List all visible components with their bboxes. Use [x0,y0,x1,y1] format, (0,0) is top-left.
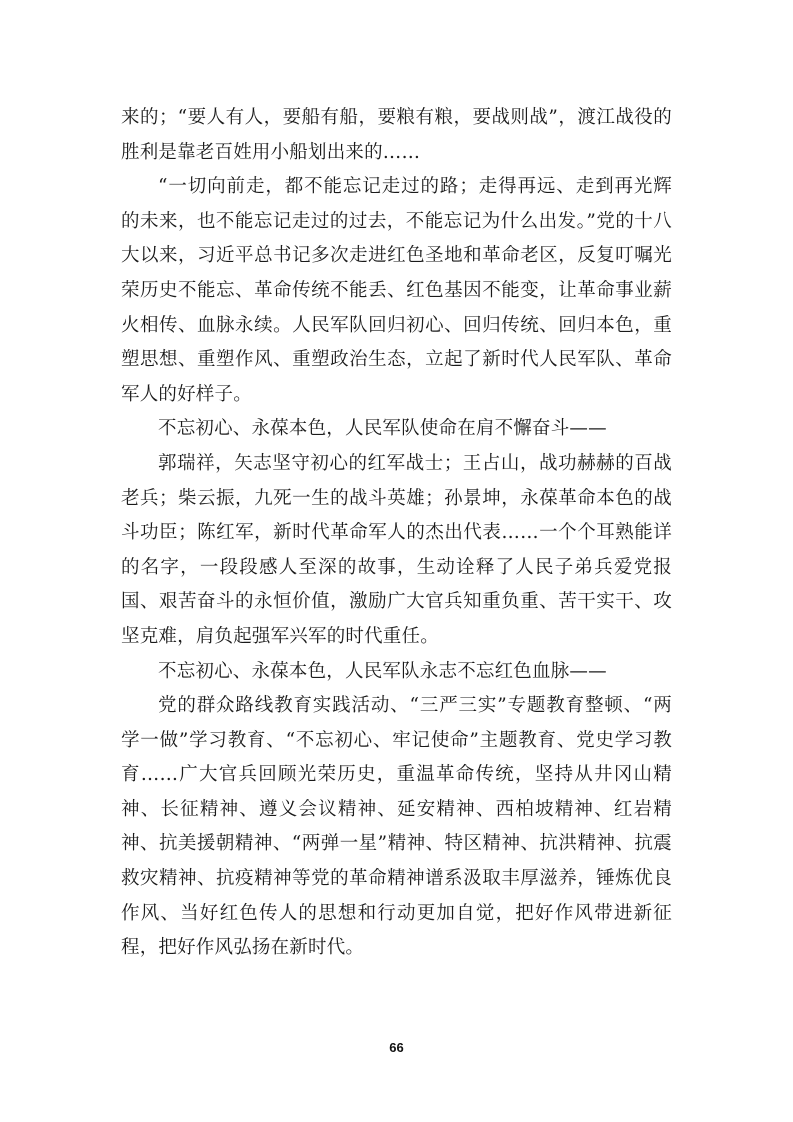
paragraph-education: 党的群众路线教育实践活动、“三严三实”专题教育整顿、“两学一做”学习教育、“不忘初心、牢记使命”主题教育、党史学习教育……广大官兵回顾光荣历史，重温革命传统，坚持从井冈山精神、长征精神、遵义会议精神、延安精神、西柏坡精神、红岩精神、抗美援朝精神、“两弹一星”精神、特区精神、抗洪精神、抗震救灾精神、抗疫精神等党的革命精神谱系汲取丰厚滋养，锤炼优良作风、当好红色传人的思想和行动更加自觉，把好作风带进新征程，把好作风弘扬在新时代。 [121,695,672,959]
body-text [121,101,672,966]
paragraph-quote-intro: “一切向前走，都不能忘记走过的路；走得再远、走到再光辉的未来，也不能忘记走过的过去，不能忘记为什么出发。”党的十八大以来，习近平总书记多次走进红色圣地和革命老区，反复叮嘱光荣历史不能忘、革命传统不能丢、红色基因不能变，让革命事业薪火相传、血脉永续。人民军队回归初心、回归传统、回归本色，重塑思想、重塑作风、重塑政治生态，立起了新时代人民军队、革命军人的好样子。 [121,176,672,405]
paragraph-continuation: 来的；“要人有人，要船有船，要粮有粮，要战则战”，渡江战役的胜利是靠老百姓用小船划出来的…… [121,107,672,163]
paragraph-bloodline-heading: 不忘初心、永葆本色，人民军队永志不忘红色血脉—— [158,660,607,682]
page-number: 66 [389,1040,404,1055]
paragraph-heroes: 郭瑞祥，矢志坚守初心的红军战士；王占山，战功赫赫的百战老兵；柴云振，九死一生的战斗英雄；孙景坤，永葆革命本色的战斗功臣；陈红军，新时代革命军人的杰出代表……一个个耳熟能详的名字，一段段感人至深的故事，生动诠释了人民子弟兵爱党报国、艰苦奋斗的永恒价值，激励广大官兵知重负重、苦干实干、攻坚克难，肩负起强军兴军的时代重任。 [121,452,672,647]
paragraph-mission-heading: 不忘初心、永葆本色，人民军队使命在肩不懈奋斗—— [158,418,607,440]
